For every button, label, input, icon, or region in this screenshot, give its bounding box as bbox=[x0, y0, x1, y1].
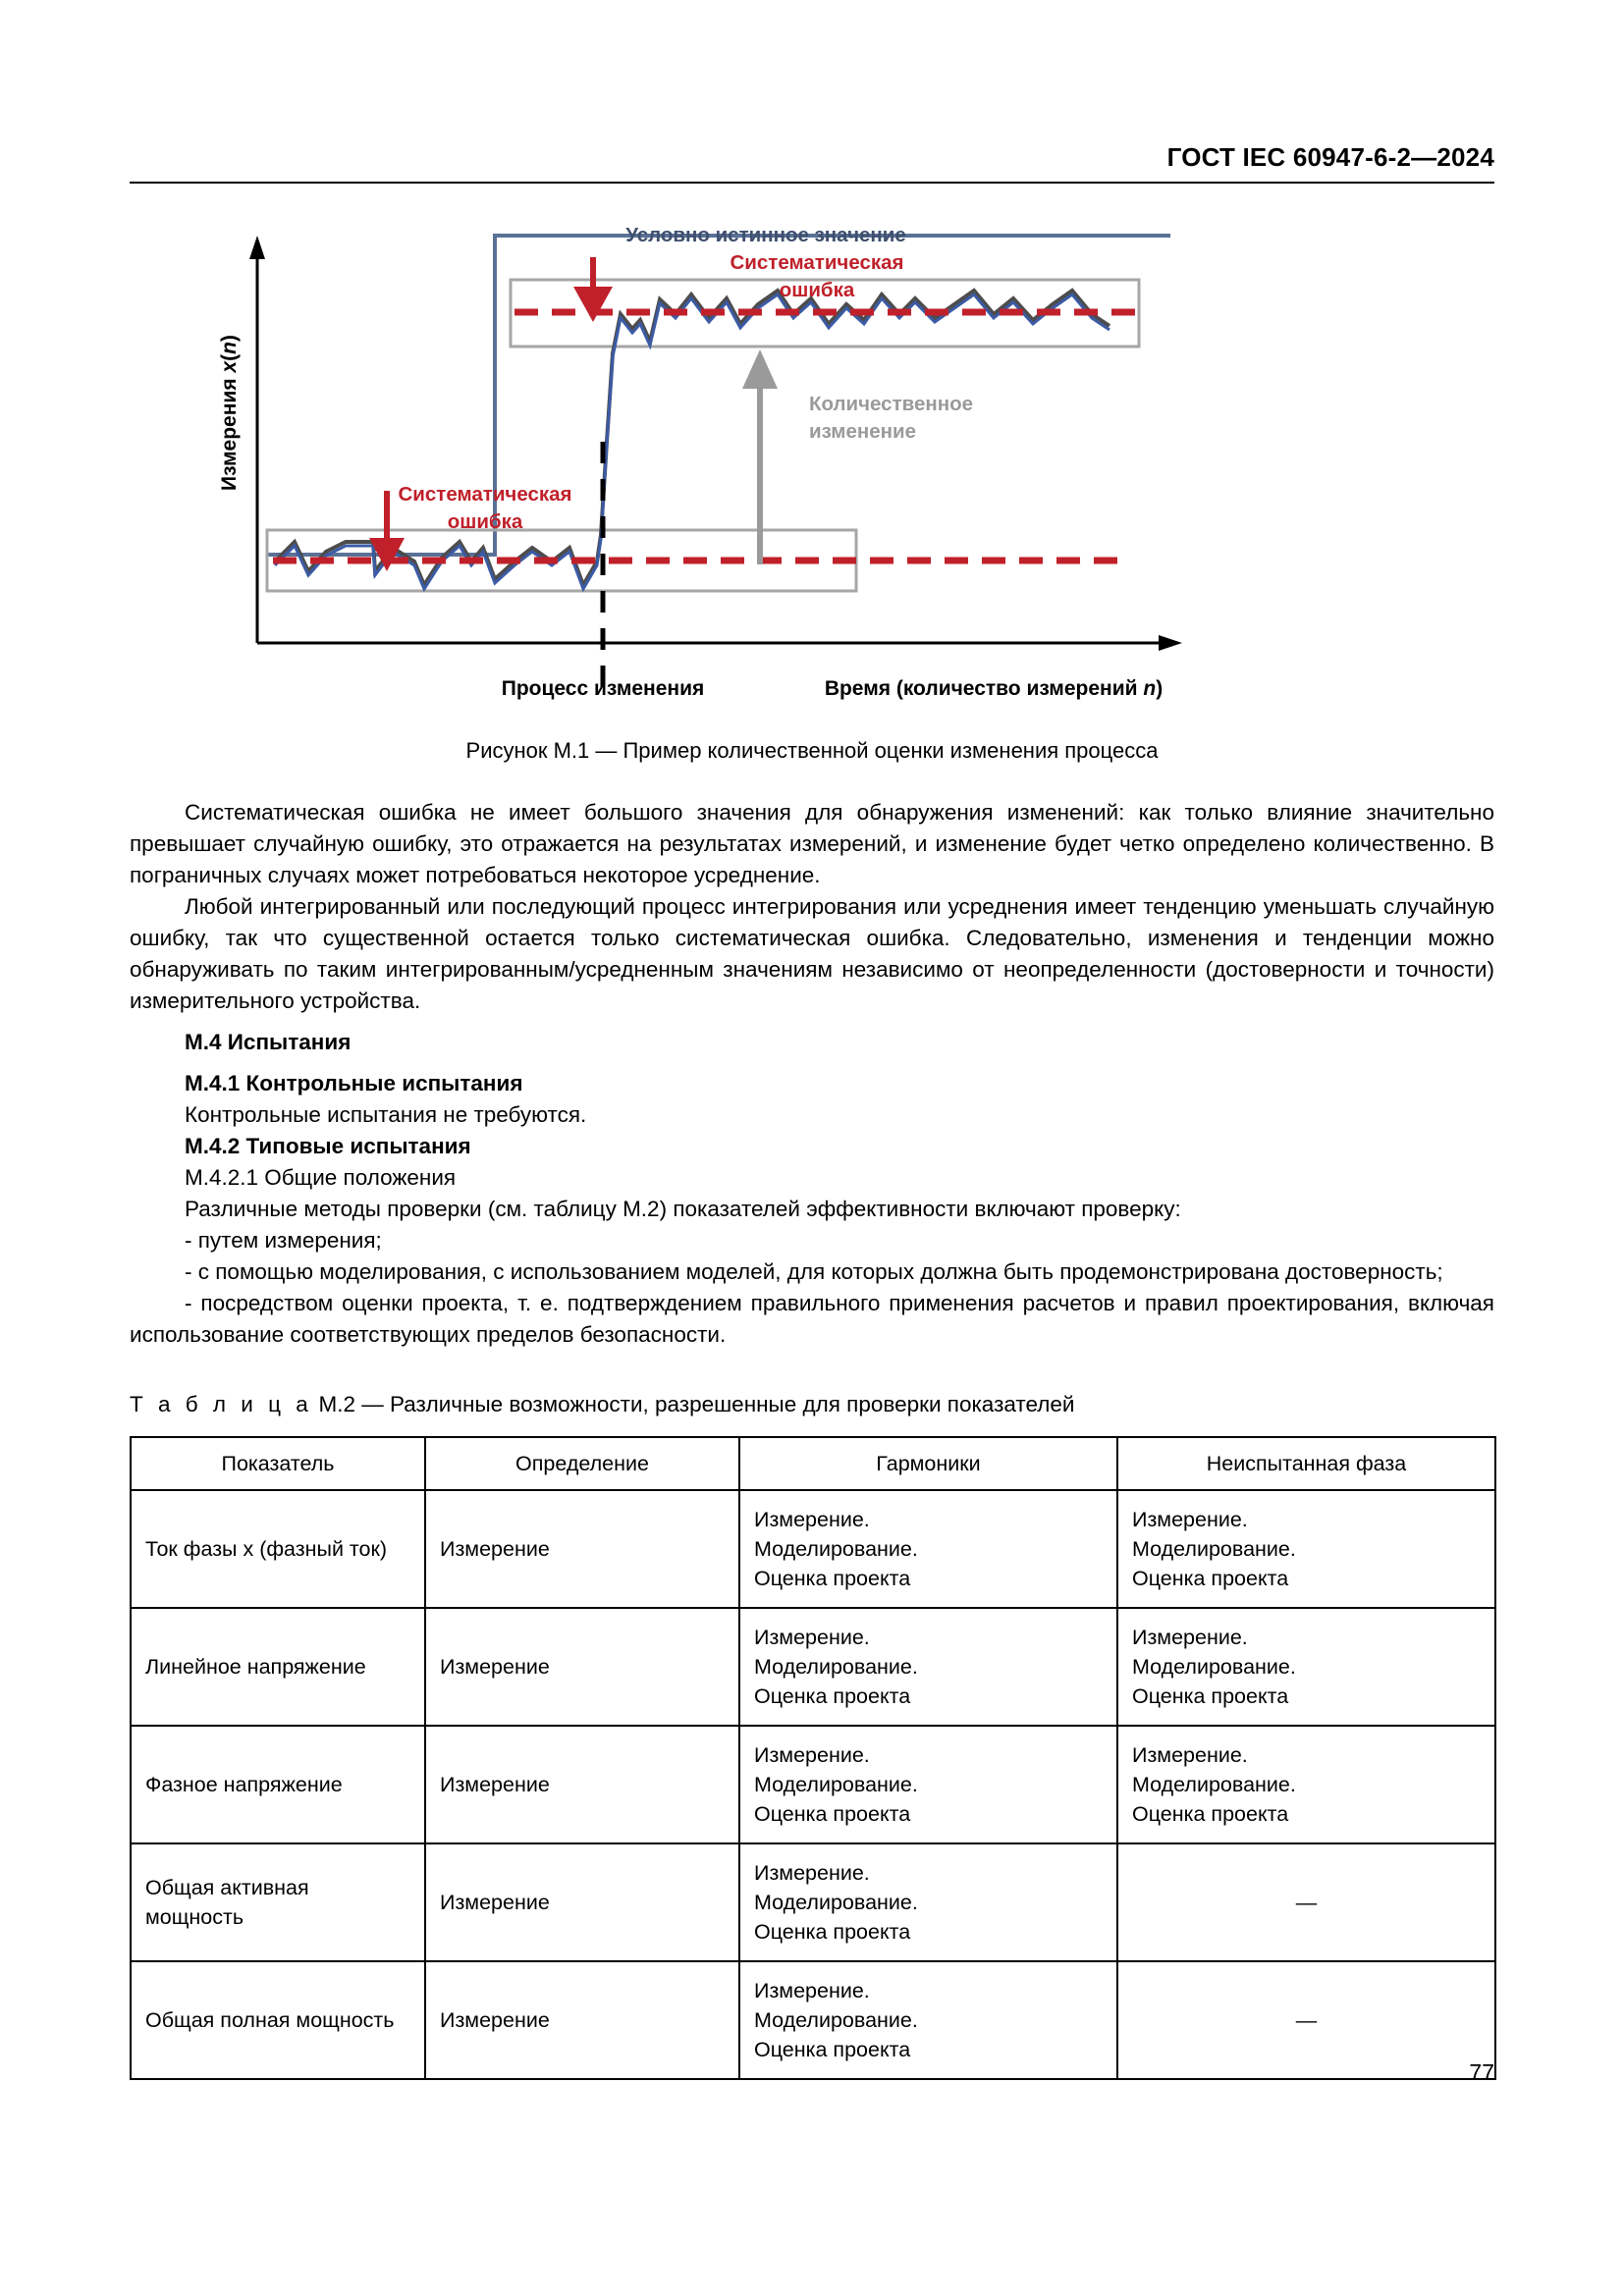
figure-m1 bbox=[130, 196, 1494, 707]
cell-line: Оценка проекта bbox=[754, 1567, 911, 1590]
cell-line: Измерение. bbox=[754, 1979, 870, 2002]
cell-definition: Измерение bbox=[425, 1608, 739, 1726]
quantitative-change-arrow bbox=[742, 349, 778, 564]
cell-line: Измерение. bbox=[1132, 1743, 1248, 1767]
paragraph-2: Любой интегрированный или последующий процесс интегрирования или усреднения имеет тенденцию уменьшать случайную ошибку, так что существенной остается только систематическая ошибка. Следовательно, изменения и тенденции можно обнаруживать по таким интегрированным/усредненным значениям независимо от неопределенности (достоверности и точности) измерительного устройства. bbox=[130, 894, 1494, 1013]
paragraph-1: Систематическая ошибка не имеет большого значения для обнаружения изменений: как только влияние значительно превышает случайную ошибку, это отражается на результатах измерений, и изменение будет четко определено количественно. В пограничных случаях может потребоваться некоторое усреднение. bbox=[130, 800, 1494, 887]
table-row bbox=[131, 1608, 1495, 1726]
cell-untested-phase bbox=[1117, 1726, 1495, 1843]
cell-harmonics bbox=[739, 1608, 1117, 1726]
table-header-row bbox=[131, 1437, 1495, 1490]
systematic-error-top-label-line1: Систематическая bbox=[730, 251, 904, 274]
cell-untested-phase: — bbox=[1117, 1843, 1495, 1961]
cell-line: Общая активная мощность bbox=[145, 1876, 309, 1929]
cell-line: Моделирование. bbox=[754, 1773, 918, 1796]
cell-line: Оценка проекта bbox=[754, 1802, 911, 1826]
column-header-untested-phase: Неиспытанная фаза bbox=[1117, 1437, 1495, 1490]
cell-line: Измерение. bbox=[754, 1861, 870, 1885]
paragraph-m4-2-1: Различные методы проверки (см. таблицу М.2) показателей эффективности включают проверку: bbox=[185, 1197, 1181, 1221]
bullet-design-assessment: - посредством оценки проекта, т. е. подтверждением правильного применения расчетов и правил проектирования, включая использование соответствующих пределов безопасности. bbox=[130, 1291, 1494, 1347]
table-m2 bbox=[130, 1436, 1496, 2080]
cell-harmonics bbox=[739, 1490, 1117, 1608]
cell-indicator bbox=[131, 1843, 425, 1961]
systematic-error-top-label-line2: ошибка bbox=[779, 279, 855, 301]
cell-line: Измерение. bbox=[1132, 1508, 1248, 1531]
cell-line: Оценка проекта bbox=[1132, 1684, 1289, 1708]
table-row bbox=[131, 1961, 1495, 2079]
body-text bbox=[130, 797, 1494, 1351]
cell-line: Моделирование. bbox=[1132, 1655, 1296, 1679]
cell-line: Моделирование. bbox=[754, 1891, 918, 1914]
cell-harmonics bbox=[739, 1961, 1117, 2079]
cell-untested-phase: — bbox=[1117, 1961, 1495, 2079]
table-caption-rest: М.2 — Различные возможности, разрешенные для проверки показателей bbox=[318, 1392, 1075, 1416]
cell-definition: Измерение bbox=[425, 1843, 739, 1961]
measurements-axis-label: Измерения x(n) bbox=[218, 335, 241, 491]
paragraph-m4-1: Контрольные испытания не требуются. bbox=[185, 1102, 587, 1127]
cell-line: Оценка проекта bbox=[754, 1920, 911, 1944]
quantitative-change-label-line2: изменение bbox=[809, 420, 917, 443]
table-caption bbox=[130, 1392, 1074, 1417]
cell-indicator: Ток фазы x (фазный ток) bbox=[131, 1490, 425, 1608]
header-divider bbox=[130, 182, 1494, 184]
cell-definition: Измерение bbox=[425, 1726, 739, 1843]
cell-definition: Измерение bbox=[425, 1490, 739, 1608]
cell-indicator: Общая полная мощность bbox=[131, 1961, 425, 2079]
cell-line: Измерение. bbox=[754, 1508, 870, 1531]
quantitative-change-label-line1: Количественное bbox=[809, 393, 974, 415]
cell-untested-phase bbox=[1117, 1608, 1495, 1726]
systematic-error-bottom-label-line2: ошибка bbox=[447, 510, 523, 533]
time-axis-label: Время (количество измерений n) bbox=[824, 677, 1164, 700]
figure-caption: Рисунок М.1 — Пример количественной оценки изменения процесса bbox=[465, 738, 1159, 763]
cell-line: Моделирование. bbox=[754, 1537, 918, 1561]
cell-line: Оценка проекта bbox=[1132, 1567, 1289, 1590]
cell-line: Моделирование. bbox=[1132, 1537, 1296, 1561]
bullet-measurement: - путем измерения; bbox=[185, 1228, 382, 1253]
cell-line: Моделирование. bbox=[754, 1655, 918, 1679]
page-header-standard-title: ГОСТ IEC 60947-6-2—2024 bbox=[1166, 142, 1494, 172]
cell-harmonics bbox=[739, 1726, 1117, 1843]
cell-line: Моделирование. bbox=[754, 2008, 918, 2032]
chart-axes bbox=[249, 236, 1182, 651]
table-row bbox=[131, 1490, 1495, 1608]
process-change-axis-label: Процесс изменения bbox=[501, 677, 705, 700]
heading-m4-2: М.4.2 Типовые испытания bbox=[185, 1134, 471, 1158]
cell-line: Измерение. bbox=[754, 1626, 870, 1649]
heading-m4: М.4 Испытания bbox=[185, 1030, 352, 1054]
cell-line: Оценка проекта bbox=[754, 1684, 911, 1708]
cell-untested-phase bbox=[1117, 1490, 1495, 1608]
table-caption-prefix: Т а б л и ц а bbox=[130, 1392, 313, 1416]
column-header-harmonics: Гармоники bbox=[739, 1437, 1117, 1490]
table-head bbox=[131, 1437, 1495, 1490]
cell-line: Измерение. bbox=[1132, 1626, 1248, 1649]
table-row bbox=[131, 1843, 1495, 1961]
cell-harmonics bbox=[739, 1843, 1117, 1961]
table-row bbox=[131, 1726, 1495, 1843]
heading-m4-1: М.4.1 Контрольные испытания bbox=[185, 1071, 523, 1095]
column-header-definition: Определение bbox=[425, 1437, 739, 1490]
true-value-label: Условно истинное значение bbox=[625, 224, 906, 246]
figure-m1-svg bbox=[130, 196, 1494, 707]
true-value-step-line bbox=[267, 236, 1170, 555]
systematic-error-bottom-label-line1: Систематическая bbox=[398, 483, 572, 506]
table-body bbox=[131, 1490, 1495, 2079]
cell-line: Измерение. bbox=[754, 1743, 870, 1767]
table-m2-wrapper bbox=[130, 1436, 1494, 2080]
cell-definition: Измерение bbox=[425, 1961, 739, 2079]
cell-line: Оценка проекта bbox=[1132, 1802, 1289, 1826]
bullet-simulation: - с помощью моделирования, с использованием моделей, для которых должна быть продемонстрирована достоверность; bbox=[185, 1259, 1443, 1284]
heading-m4-2-1: М.4.2.1 Общие положения bbox=[185, 1165, 457, 1190]
cell-indicator: Линейное напряжение bbox=[131, 1608, 425, 1726]
cell-indicator: Фазное напряжение bbox=[131, 1726, 425, 1843]
cell-line: Моделирование. bbox=[1132, 1773, 1296, 1796]
cell-line: Оценка проекта bbox=[754, 2038, 911, 2061]
column-header-indicator: Показатель bbox=[131, 1437, 425, 1490]
page-number: 77 bbox=[1469, 2059, 1494, 2085]
